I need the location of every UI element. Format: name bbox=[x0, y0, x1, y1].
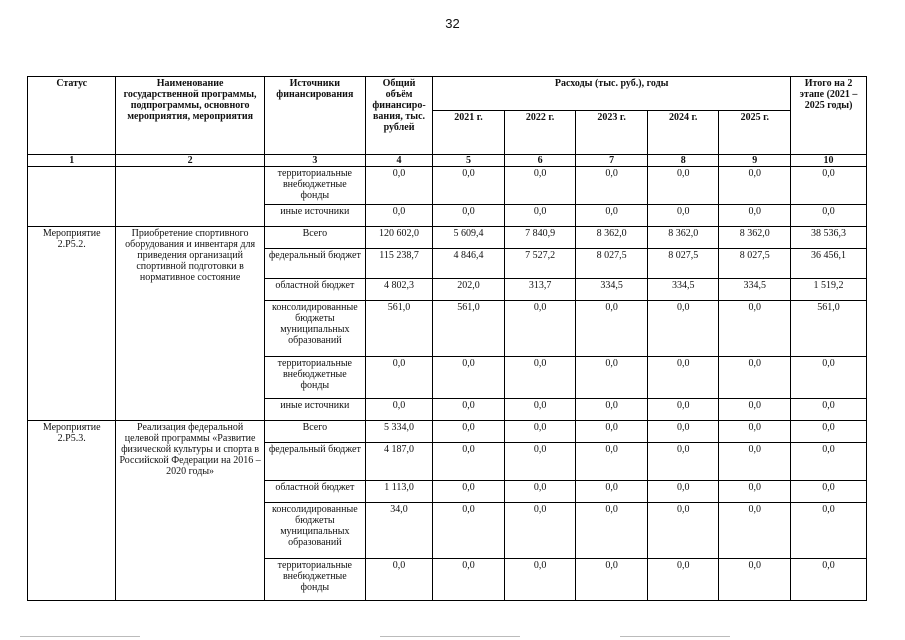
header-year: 2024 г. bbox=[647, 111, 719, 155]
year-amount-cell: 334,5 bbox=[647, 279, 719, 301]
column-index: 9 bbox=[719, 155, 791, 167]
total-amount-cell: 1 113,0 bbox=[365, 481, 432, 503]
year-amount-cell: 0,0 bbox=[504, 421, 576, 443]
stage-total-cell: 0,0 bbox=[791, 443, 867, 481]
measure-status bbox=[28, 167, 116, 227]
year-amount-cell: 8 027,5 bbox=[647, 249, 719, 279]
measure-name: Приобретение спортивного оборудования и инвентаря для приведения организаций спортивной подготовки в нормативное состояние bbox=[116, 227, 264, 421]
year-amount-cell: 0,0 bbox=[504, 357, 576, 399]
year-amount-cell: 4 846,4 bbox=[433, 249, 505, 279]
funding-source: территориальные внебюджетные фонды bbox=[264, 167, 365, 205]
stage-total-cell: 561,0 bbox=[791, 301, 867, 357]
year-amount-cell: 334,5 bbox=[719, 279, 791, 301]
year-amount-cell: 0,0 bbox=[433, 357, 505, 399]
year-amount-cell: 0,0 bbox=[433, 421, 505, 443]
stage-total-cell: 0,0 bbox=[791, 481, 867, 503]
header-year: 2025 г. bbox=[719, 111, 791, 155]
stage-total-cell: 36 456,1 bbox=[791, 249, 867, 279]
year-amount-cell: 7 527,2 bbox=[504, 249, 576, 279]
stage-total-cell: 0,0 bbox=[791, 503, 867, 559]
total-amount-cell: 0,0 bbox=[365, 167, 432, 205]
year-amount-cell: 561,0 bbox=[433, 301, 505, 357]
scan-artifact bbox=[380, 636, 520, 637]
year-amount-cell: 0,0 bbox=[647, 399, 719, 421]
total-amount-cell: 0,0 bbox=[365, 357, 432, 399]
year-amount-cell: 0,0 bbox=[576, 481, 648, 503]
year-amount-cell: 0,0 bbox=[504, 443, 576, 481]
year-amount-cell: 8 027,5 bbox=[576, 249, 648, 279]
year-amount-cell: 0,0 bbox=[719, 357, 791, 399]
year-amount-cell: 0,0 bbox=[719, 481, 791, 503]
header-year: 2023 г. bbox=[576, 111, 648, 155]
year-amount-cell: 0,0 bbox=[576, 421, 648, 443]
column-index: 4 bbox=[365, 155, 432, 167]
measure-status: Мероприятие 2.Р5.2. bbox=[28, 227, 116, 421]
stage-total-cell: 0,0 bbox=[791, 167, 867, 205]
year-amount-cell: 0,0 bbox=[647, 357, 719, 399]
year-amount-cell: 0,0 bbox=[647, 503, 719, 559]
column-index: 8 bbox=[647, 155, 719, 167]
year-amount-cell: 0,0 bbox=[719, 399, 791, 421]
column-index: 7 bbox=[576, 155, 648, 167]
funding-source: федеральный бюджет bbox=[264, 443, 365, 481]
measure-name bbox=[116, 167, 264, 227]
year-amount-cell: 8 362,0 bbox=[647, 227, 719, 249]
stage-total-cell: 0,0 bbox=[791, 559, 867, 601]
funding-source: территориальные внебюджетные фонды bbox=[264, 559, 365, 601]
stage-total-cell: 0,0 bbox=[791, 399, 867, 421]
year-amount-cell: 313,7 bbox=[504, 279, 576, 301]
total-amount-cell: 34,0 bbox=[365, 503, 432, 559]
financing-table bbox=[27, 76, 867, 601]
year-amount-cell: 0,0 bbox=[719, 559, 791, 601]
year-amount-cell: 8 027,5 bbox=[719, 249, 791, 279]
year-amount-cell: 0,0 bbox=[576, 559, 648, 601]
year-amount-cell: 0,0 bbox=[647, 443, 719, 481]
year-amount-cell: 0,0 bbox=[433, 481, 505, 503]
year-amount-cell: 0,0 bbox=[504, 205, 576, 227]
column-index: 5 bbox=[433, 155, 505, 167]
measure-name: Реализация федеральной целевой программы «Развитие физической культуры и спорта в Российской Федерации на 2016 – 2020 годы» bbox=[116, 421, 264, 601]
year-amount-cell: 0,0 bbox=[719, 167, 791, 205]
table-row bbox=[28, 167, 867, 205]
column-index: 10 bbox=[791, 155, 867, 167]
header-total: Общий объём финансиро-вания, тыс. рублей bbox=[365, 77, 432, 155]
table-row bbox=[28, 227, 867, 249]
year-amount-cell: 202,0 bbox=[433, 279, 505, 301]
year-amount-cell: 0,0 bbox=[433, 399, 505, 421]
year-amount-cell: 0,0 bbox=[719, 205, 791, 227]
column-index: 3 bbox=[264, 155, 365, 167]
year-amount-cell: 0,0 bbox=[719, 301, 791, 357]
total-amount-cell: 0,0 bbox=[365, 205, 432, 227]
stage-total-cell: 0,0 bbox=[791, 357, 867, 399]
stage-total-cell: 0,0 bbox=[791, 205, 867, 227]
year-amount-cell: 0,0 bbox=[576, 399, 648, 421]
year-amount-cell: 334,5 bbox=[576, 279, 648, 301]
year-amount-cell: 0,0 bbox=[719, 503, 791, 559]
year-amount-cell: 0,0 bbox=[504, 481, 576, 503]
year-amount-cell: 0,0 bbox=[504, 301, 576, 357]
year-amount-cell: 0,0 bbox=[433, 503, 505, 559]
funding-source: иные источники bbox=[264, 399, 365, 421]
year-amount-cell: 0,0 bbox=[504, 167, 576, 205]
total-amount-cell: 0,0 bbox=[365, 399, 432, 421]
total-amount-cell: 561,0 bbox=[365, 301, 432, 357]
header-expenses: Расходы (тыс. руб.), годы bbox=[433, 77, 791, 111]
year-amount-cell: 0,0 bbox=[433, 443, 505, 481]
year-amount-cell: 0,0 bbox=[647, 301, 719, 357]
year-amount-cell: 0,0 bbox=[647, 205, 719, 227]
year-amount-cell: 0,0 bbox=[504, 559, 576, 601]
scan-artifact bbox=[620, 636, 730, 637]
year-amount-cell: 7 840,9 bbox=[504, 227, 576, 249]
year-amount-cell: 0,0 bbox=[719, 421, 791, 443]
scan-artifact bbox=[20, 636, 140, 637]
column-index-row bbox=[28, 155, 867, 167]
funding-source: Всего bbox=[264, 227, 365, 249]
funding-source: консолидированные бюджеты муниципальных образований bbox=[264, 301, 365, 357]
year-amount-cell: 0,0 bbox=[504, 399, 576, 421]
year-amount-cell: 0,0 bbox=[576, 301, 648, 357]
table-row bbox=[28, 421, 867, 443]
total-amount-cell: 4 802,3 bbox=[365, 279, 432, 301]
year-amount-cell: 0,0 bbox=[576, 503, 648, 559]
year-amount-cell: 0,0 bbox=[433, 205, 505, 227]
funding-source: иные источники bbox=[264, 205, 365, 227]
total-amount-cell: 5 334,0 bbox=[365, 421, 432, 443]
funding-source: федеральный бюджет bbox=[264, 249, 365, 279]
header-year: 2021 г. bbox=[433, 111, 505, 155]
year-amount-cell: 0,0 bbox=[647, 421, 719, 443]
measure-status: Мероприятие 2.Р5.3. bbox=[28, 421, 116, 601]
column-index: 1 bbox=[28, 155, 116, 167]
stage-total-cell: 0,0 bbox=[791, 421, 867, 443]
column-index: 6 bbox=[504, 155, 576, 167]
year-amount-cell: 0,0 bbox=[576, 357, 648, 399]
header-year: 2022 г. bbox=[504, 111, 576, 155]
header-sources: Источники финансирования bbox=[264, 77, 365, 155]
total-amount-cell: 120 602,0 bbox=[365, 227, 432, 249]
year-amount-cell: 0,0 bbox=[576, 167, 648, 205]
funding-source: консолидированные бюджеты муниципальных образований bbox=[264, 503, 365, 559]
year-amount-cell: 0,0 bbox=[504, 503, 576, 559]
year-amount-cell: 0,0 bbox=[719, 443, 791, 481]
year-amount-cell: 0,0 bbox=[647, 559, 719, 601]
stage-total-cell: 38 536,3 bbox=[791, 227, 867, 249]
total-amount-cell: 115 238,7 bbox=[365, 249, 432, 279]
total-amount-cell: 0,0 bbox=[365, 559, 432, 601]
year-amount-cell: 0,0 bbox=[576, 205, 648, 227]
year-amount-cell: 8 362,0 bbox=[719, 227, 791, 249]
year-amount-cell: 0,0 bbox=[433, 559, 505, 601]
year-amount-cell: 0,0 bbox=[647, 481, 719, 503]
funding-source: областной бюджет bbox=[264, 279, 365, 301]
header-name: Наименование государственной программы, подпрограммы, основного мероприятия, мероприятия bbox=[116, 77, 264, 155]
year-amount-cell: 0,0 bbox=[576, 443, 648, 481]
funding-source: территориальные внебюджетные фонды bbox=[264, 357, 365, 399]
year-amount-cell: 0,0 bbox=[433, 167, 505, 205]
page-number: 32 bbox=[445, 16, 460, 31]
header-status: Статус bbox=[28, 77, 116, 155]
total-amount-cell: 4 187,0 bbox=[365, 443, 432, 481]
stage-total-cell: 1 519,2 bbox=[791, 279, 867, 301]
header-stage-total: Итого на 2 этапе (2021 – 2025 годы) bbox=[791, 77, 867, 155]
funding-source: областной бюджет bbox=[264, 481, 365, 503]
year-amount-cell: 5 609,4 bbox=[433, 227, 505, 249]
column-index: 2 bbox=[116, 155, 264, 167]
year-amount-cell: 0,0 bbox=[647, 167, 719, 205]
funding-source: Всего bbox=[264, 421, 365, 443]
year-amount-cell: 8 362,0 bbox=[576, 227, 648, 249]
